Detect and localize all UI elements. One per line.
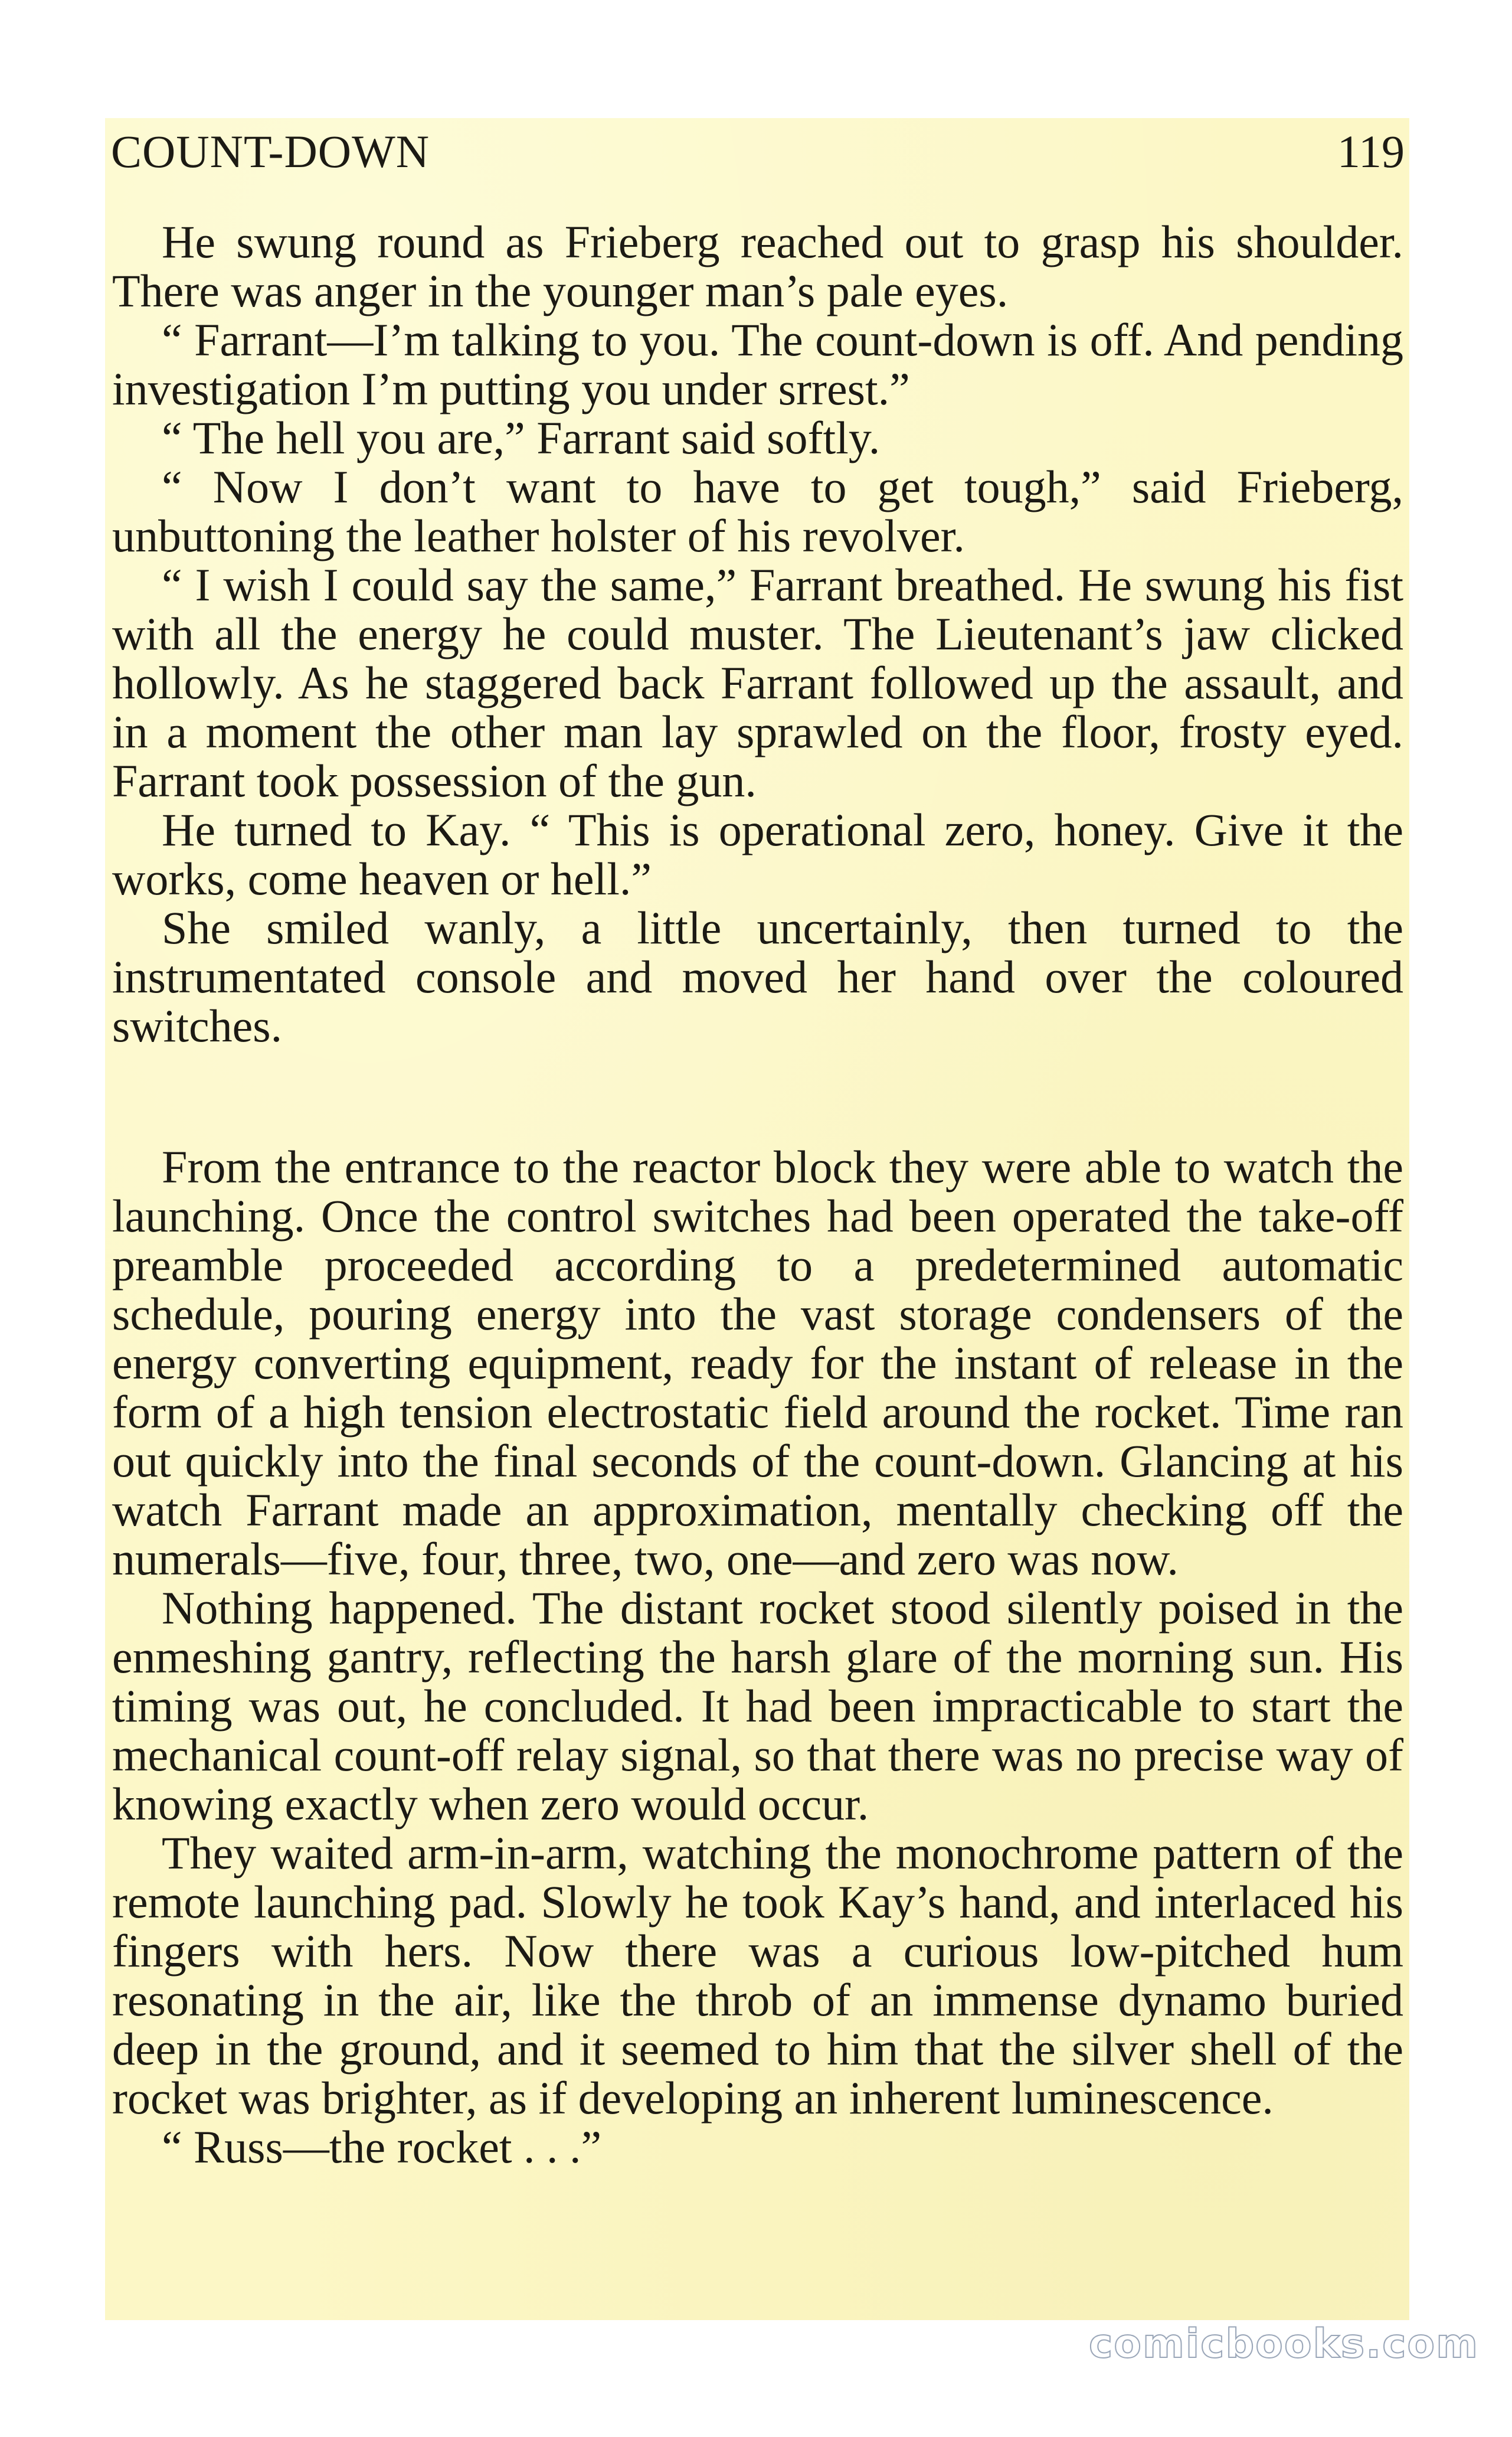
running-head [111,125,1405,184]
book-page [105,118,1409,2320]
paragraph: Nothing happened. The distant rocket stood silently poised in the enmeshing gantry, reflecting the harsh glare of the morning sun. His timing was out, he concluded. It had been impracticable to start the mechanical count-off relay signal, so that there was no precise way of knowing exactly when zero would occur. [112,1582,1403,1830]
page-number: 119 [1337,126,1405,177]
paragraph: “ Farrant—I’m talking to you. The count-down is off. And pending investigation I’m putting you under srrest.” [112,314,1403,414]
paragraph: “ The hell you are,” Farrant said softly. [162,412,881,463]
paragraph: From the entrance to the reactor block they were able to watch the launching. Once the control switches had been operated the take-off preamble proceeded according to a predetermined automatic schedule, pouring energy into the vast storage condensers of the energy converting equipment, ready for the instant of release in the form of a high tension electrostatic field around the rocket. Time ran out quickly into the final seconds of the count-down. Glancing at his watch Farrant made an approximation, mentally checking off the numerals—five, four, three, two, one—and zero was now. [112,1141,1403,1585]
paragraph: “ I wish I could say the same,” Farrant breathed. He swung his fist with all the energy he could muster. The Lieutenant’s jaw clicked hollowly. As he staggered back Farrant followed up the assault, and in a moment the other man lay sprawled on the floor, frosty eyed. Farrant took possession of the gun. [112,559,1403,806]
paragraph: She smiled wanly, a little uncertainly, then turned to the instrumentated console and moved her hand over the coloured switches. [112,902,1403,1051]
paragraph: They waited arm-in-arm, watching the monochrome pattern of the remote launching pad. Slowly he took Kay’s hand, and interlaced his fingers with hers. Now there was a curious low-pitched hum resonating in the air, like the throb of an immense dynamo buried deep in the ground, and it seemed to him that the silver shell of the rocket was brighter, as if developing an inherent luminescence. [112,1827,1403,2124]
paragraph: “ Russ—the rocket . . .” [162,2121,602,2173]
section-one [112,217,1403,1050]
section-two [112,1142,1403,2171]
site-watermark: comicbooks.com [1088,2321,1479,2367]
chapter-title: COUNT-DOWN [111,126,430,177]
paragraph: He swung round as Frieberg reached out to grasp his shoulder. There was anger in the younger man’s pale eyes. [112,216,1403,316]
paragraph: “ Now I don’t want to have to get tough,” said Frieberg, unbuttoning the leather holster of his revolver. [112,461,1403,561]
paragraph: He turned to Kay. “ This is operational zero, honey. Give it the works, come heaven or hell.” [112,804,1403,904]
